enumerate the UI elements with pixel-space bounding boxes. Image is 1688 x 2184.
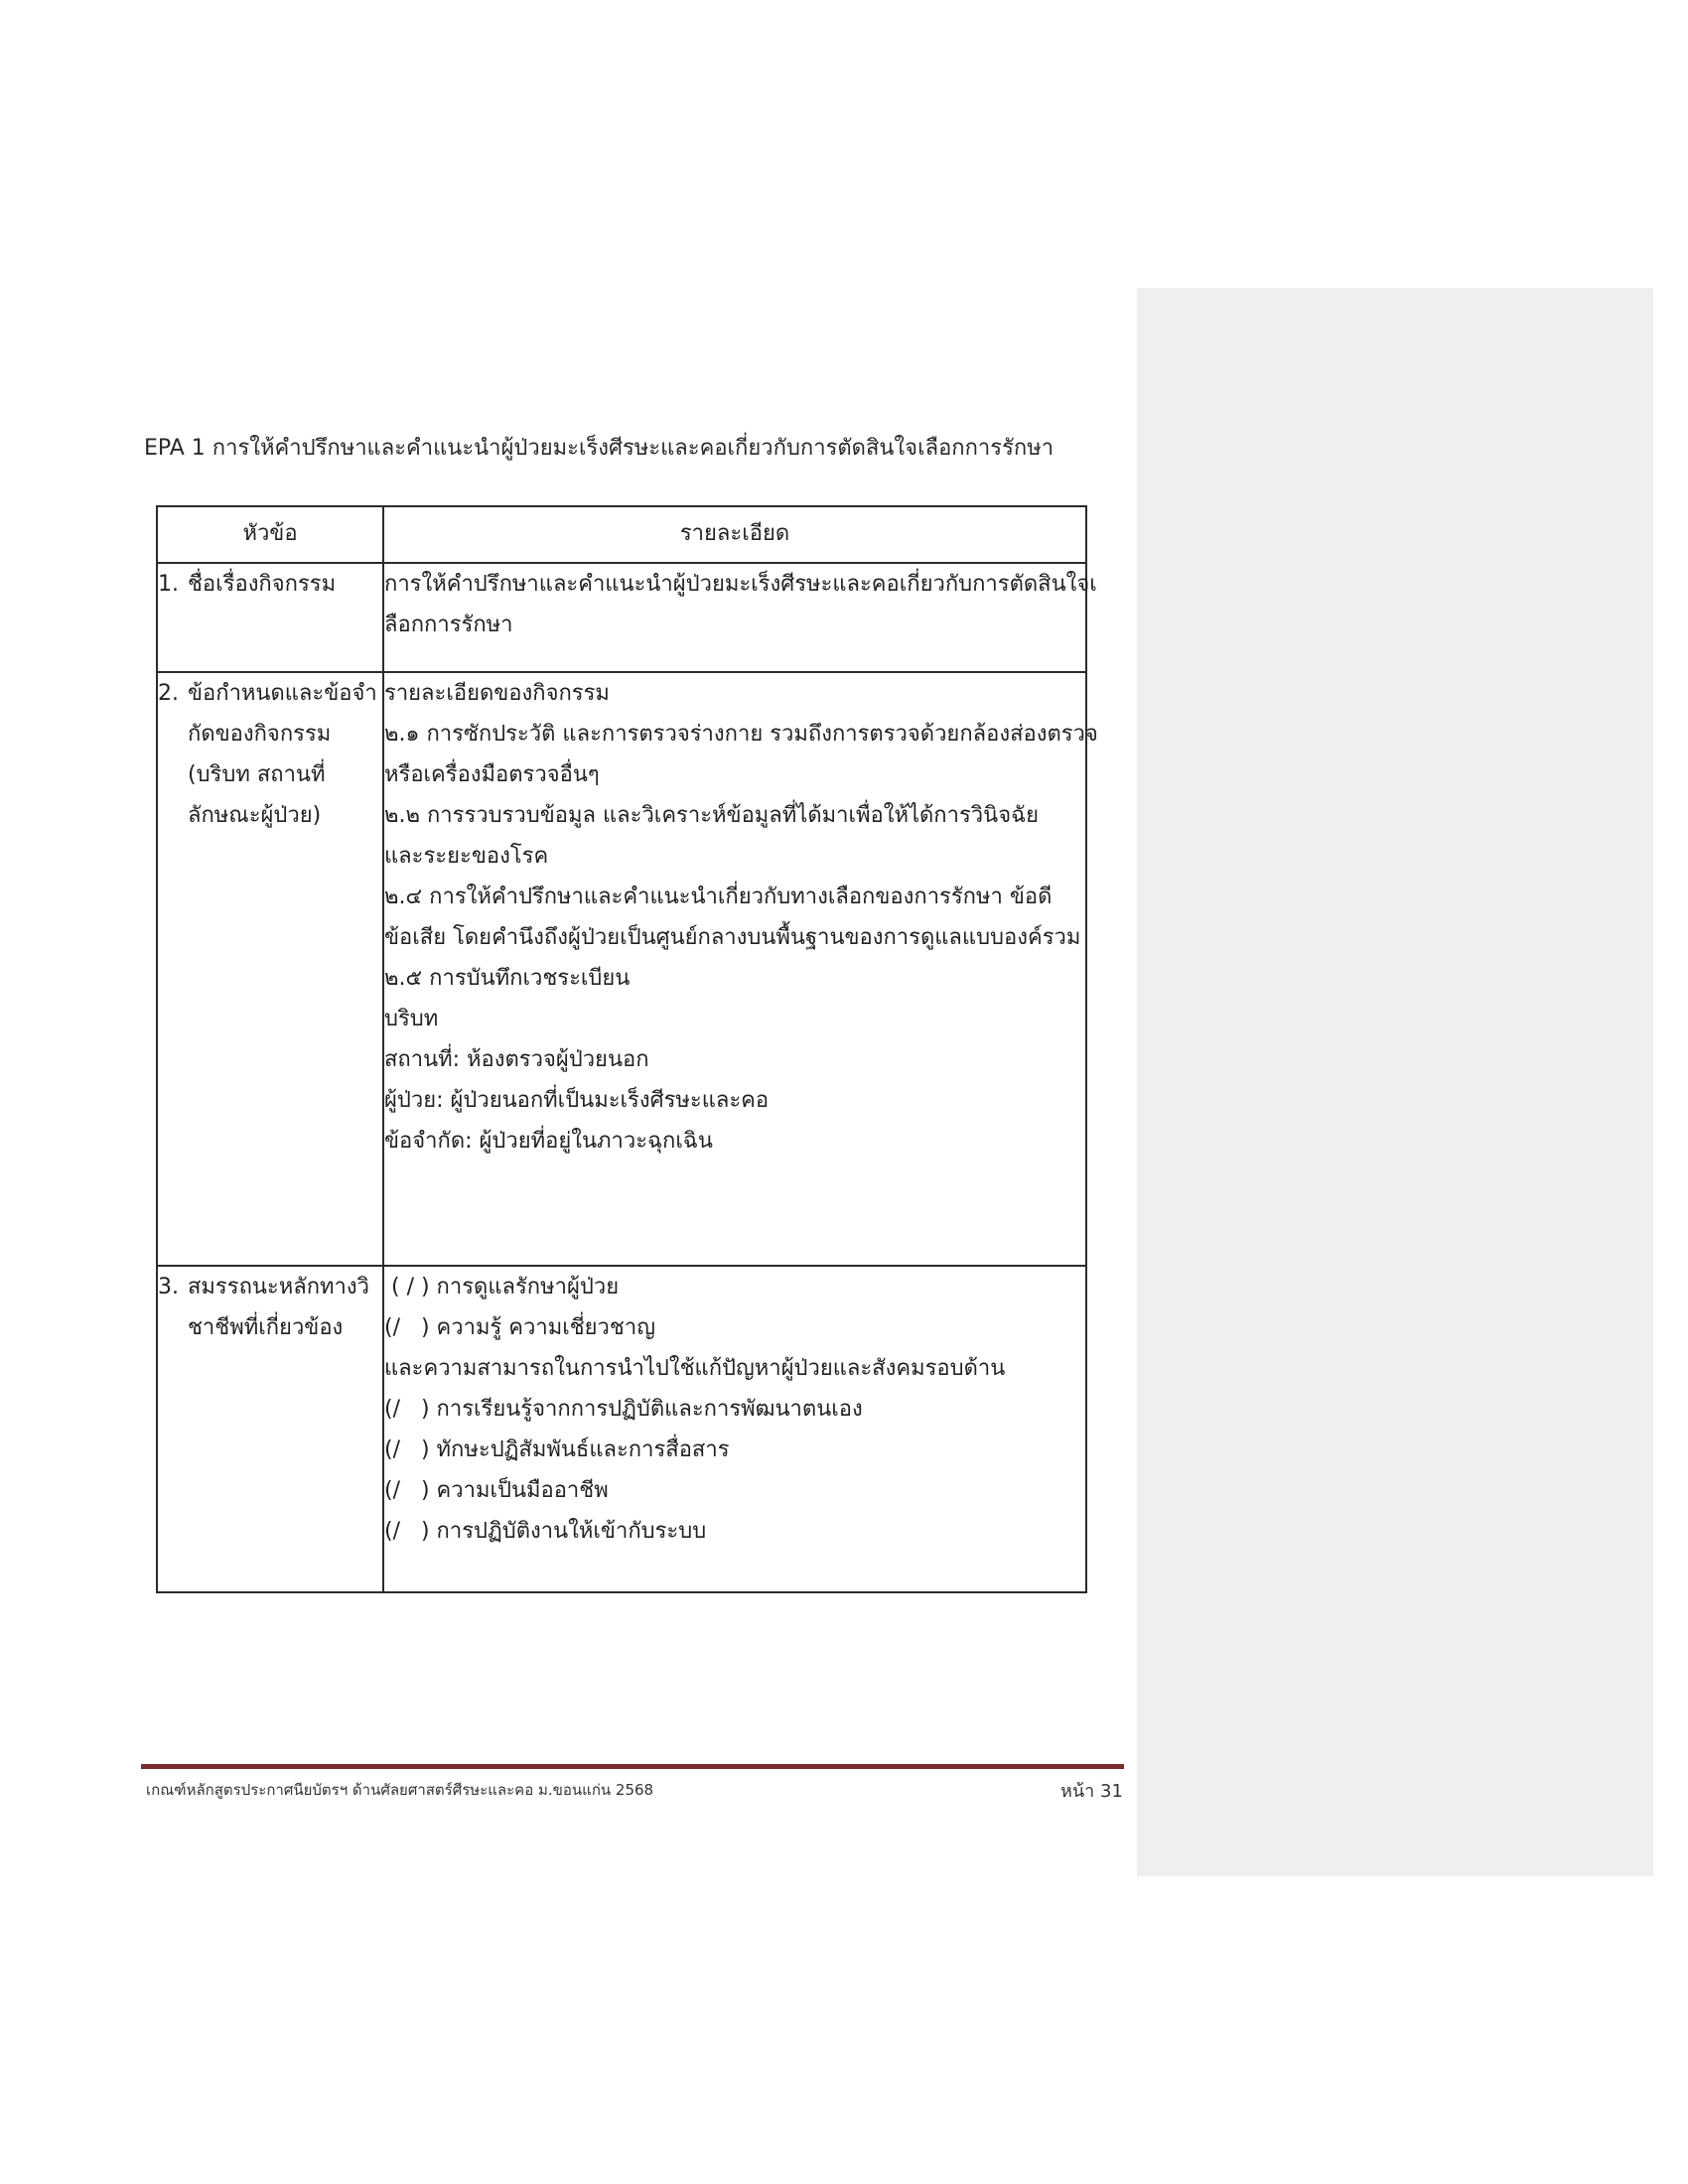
- topic-line: ชาชีพที่เกี่ยวข้อง: [188, 1315, 344, 1340]
- topic-line: สมรรถนะหลักทางวิ: [188, 1275, 369, 1299]
- page-title: EPA 1 การให้คำปรึกษาและคำแนะนำผู้ป่วยมะเร็งศีรษะและคอเกี่ยวกับการตัดสินใจเลือกการรักษา: [144, 436, 1055, 461]
- detail-cell: [383, 1266, 1086, 1592]
- table-header-row: [157, 506, 1086, 563]
- detail-line: รายละเอียดของกิจกรรม: [384, 681, 610, 706]
- detail-line: (/ ) การปฏิบัติงานให้เข้ากับระบบ: [384, 1519, 707, 1544]
- topic-line: ลักษณะผู้ป่วย): [188, 803, 322, 828]
- topic-cell: [157, 1266, 383, 1592]
- row-number: 2.: [158, 681, 179, 706]
- header-topic: หัวข้อ: [157, 506, 383, 563]
- detail-line: (/ ) ความรู้ ความเชี่ยวชาญ: [384, 1315, 655, 1340]
- detail-line: ๒.๕ การบันทึกเวชระเบียน: [384, 966, 631, 991]
- topic-cell: [157, 563, 383, 672]
- detail-cell: [383, 563, 1097, 672]
- topic-line: กัดของกิจกรรม: [188, 722, 332, 747]
- table-row: [157, 672, 1086, 1266]
- footer-text: เกณฑ์หลักสูตรประกาศนียบัตรฯ ด้านศัลยศาสตร์ศีรษะและคอ ม.ขอนแก่น 2568: [146, 1781, 654, 1799]
- detail-line: หรือเครื่องมือตรวจอื่นๆ: [384, 762, 600, 787]
- table-row: [157, 563, 1086, 672]
- detail-line: และความสามารถในการนำไปใช้แก้ปัญหาผู้ป่วยและสังคมรอบด้าน: [384, 1356, 1006, 1381]
- epa-table: [156, 505, 1098, 1593]
- row-number: 3.: [158, 1275, 179, 1299]
- detail-line: ผู้ป่วย: ผู้ป่วยนอกที่เป็นมะเร็งศีรษะและคอ: [384, 1088, 770, 1113]
- topic-line: (บริบท สถานที่: [188, 762, 326, 787]
- detail-line: (/ ) การเรียนรู้จากการปฏิบัติและการพัฒนาตนเอง: [384, 1397, 863, 1422]
- detail-line: ๒.๔ การให้คำปรึกษาและคำแนะนำเกี่ยวกับทางเลือกของการรักษา ข้อดี: [384, 885, 1053, 909]
- page-number: หน้า 31: [1060, 1781, 1123, 1802]
- detail-line: ลือกการรักษา: [384, 613, 513, 637]
- topic-line: ชื่อเรื่องกิจกรรม: [188, 572, 337, 597]
- comment-pane: [1137, 288, 1653, 1876]
- detail-cell: [383, 672, 1098, 1266]
- detail-line: ข้อจำกัด: ผู้ป่วยที่อยู่ในภาวะฉุกเฉิน: [384, 1129, 713, 1154]
- detail-line: ๒.๒ การรวบรวบข้อมูล และวิเคราะห์ข้อมูลที่ได้มาเพื่อให้ได้การวินิจฉัย: [384, 803, 1039, 828]
- header-detail: รายละเอียด: [383, 506, 1086, 563]
- detail-line: ข้อเสีย โดยคำนึงถึงผู้ป่วยเป็นศูนย์กลางบนพื้นฐานของการดูแลแบบองค์รวม: [384, 925, 1081, 950]
- detail-line: บริบท: [384, 1007, 439, 1031]
- detail-line: (/ ) ทักษะปฏิสัมพันธ์และการสื่อสาร: [384, 1437, 730, 1462]
- detail-line: และระยะของโรค: [384, 844, 549, 869]
- topic-cell: [157, 672, 383, 1266]
- detail-line: (/ ) ความเป็นมืออาชีพ: [384, 1478, 609, 1503]
- detail-line: ๒.๑ การซักประวัติ และการตรวจร่างกาย รวมถึงการตรวจด้วยกล้องส่องตรวจ: [384, 722, 1098, 747]
- detail-line: สถานที่: ห้องตรวจผู้ป่วยนอก: [384, 1047, 649, 1072]
- topic-line: ข้อกำหนดและข้อจำ: [188, 681, 377, 706]
- table-row: [157, 1266, 1086, 1592]
- row-number: 1.: [158, 572, 179, 597]
- detail-line: ( / ) การดูแลรักษาผู้ป่วย: [384, 1275, 620, 1299]
- footer-rule: [141, 1764, 1124, 1769]
- detail-line: การให้คำปรึกษาและคำแนะนำผู้ป่วยมะเร็งศีรษะและคอเกี่ยวกับการตัดสินใจเ: [384, 572, 1097, 597]
